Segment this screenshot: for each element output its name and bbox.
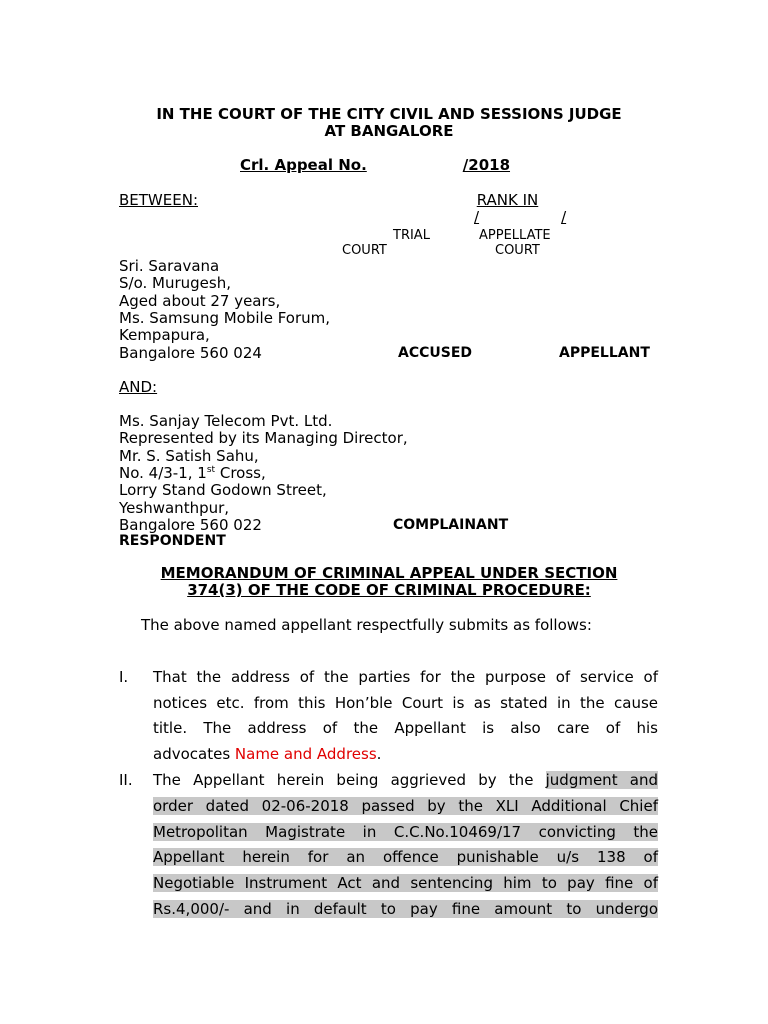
appellant-appellate-rank: APPELLANT	[559, 345, 650, 361]
paragraph-line: notices etc. from this Hon’ble Court is as stated in the cause	[153, 694, 658, 712]
memorandum-title-line1: MEMORANDUM OF CRIMINAL APPEAL UNDER SECTION	[160, 564, 618, 582]
memorandum-title-line2: 374(3) OF THE CODE OF CRIMINAL PROCEDURE:	[187, 581, 591, 599]
respondent-address-number: No. 4/3-1, 1	[119, 463, 207, 482]
ordinal-suffix: st	[206, 464, 216, 475]
respondent-line: Ms. Sanjay Telecom Pvt. Ltd.	[119, 412, 333, 430]
respondent-line: Lorry Stand Godown Street,	[119, 481, 327, 500]
respondent-line: Bangalore 560 022	[119, 515, 262, 534]
respondent-appellate-rank: RESPONDENT	[119, 533, 226, 549]
highlighted-line: Rs.4,000/- and in default to pay fine amount to undergo	[153, 900, 658, 918]
rank-slash-left: /	[474, 208, 480, 226]
paragraph-number: II.	[119, 771, 133, 789]
intro-statement: The above named appellant respectfully submits as follows:	[141, 616, 592, 634]
rank-appellate-line1: APPELLATE	[479, 228, 551, 243]
highlighted-line: Appellant herein for an offence punishable u/s 138 of	[153, 848, 658, 866]
paragraph-line	[153, 745, 658, 763]
appellant-line: Bangalore 560 024	[119, 343, 262, 362]
respondent-cross: Cross,	[215, 463, 266, 482]
respondent-line: Mr. S. Satish Sahu,	[119, 446, 259, 465]
highlighted-line: Negotiable Instrument Act and sentencing him to pay fine of	[153, 874, 658, 892]
sentence-end: .	[376, 745, 382, 763]
paragraph-line	[153, 771, 658, 789]
and-label: AND:	[119, 378, 158, 396]
highlighted-text: judgment and	[545, 771, 658, 789]
highlighted-line: order dated 02-06-2018 passed by the XLI Additional Chief	[153, 797, 658, 815]
advocate-placeholder: Name and Address	[234, 745, 377, 763]
appellant-line: Sri. Saravana	[119, 257, 220, 275]
between-label: BETWEEN:	[119, 191, 198, 209]
rank-trial-line2: COURT	[342, 243, 387, 258]
court-heading-line2: AT BANGALORE	[324, 122, 454, 140]
appeal-label: Crl. Appeal No.	[240, 156, 367, 174]
paragraph-text: The Appellant herein being aggrieved by the	[153, 771, 546, 789]
appellant-trial-rank: ACCUSED	[398, 345, 473, 361]
respondent-trial-rank: COMPLAINANT	[393, 517, 509, 533]
paragraph-number: I.	[119, 668, 129, 686]
respondent-line: Yeshwanthpur,	[119, 498, 230, 517]
respondent-line: Represented by its Managing Director,	[119, 429, 408, 448]
paragraph-line: That the address of the parties for the purpose of service of	[153, 668, 658, 686]
rank-trial-line1: TRIAL	[393, 228, 430, 243]
appellant-line: Kempapura,	[119, 326, 210, 345]
advocates-label: advocates	[153, 745, 235, 763]
appeal-year: /2018	[462, 156, 511, 174]
rank-in-slashes	[474, 208, 574, 226]
rank-appellate-line2: COURT	[495, 243, 540, 258]
appellant-line: Ms. Samsung Mobile Forum,	[119, 308, 331, 327]
respondent-line	[119, 465, 266, 482]
rank-in-title: RANK IN	[476, 191, 539, 209]
paragraph-line: title. The address of the Appellant is also care of his	[153, 719, 658, 737]
highlighted-line: Metropolitan Magistrate in C.C.No.10469/17 convicting the	[153, 823, 658, 841]
appeal-number	[240, 156, 510, 174]
appellant-line: S/o. Murugesh,	[119, 274, 231, 293]
appellant-line: Aged about 27 years,	[119, 291, 281, 310]
court-heading-line1: IN THE COURT OF THE CITY CIVIL AND SESSIONS JUDGE	[156, 105, 622, 123]
rank-slash-right: /	[561, 208, 567, 226]
